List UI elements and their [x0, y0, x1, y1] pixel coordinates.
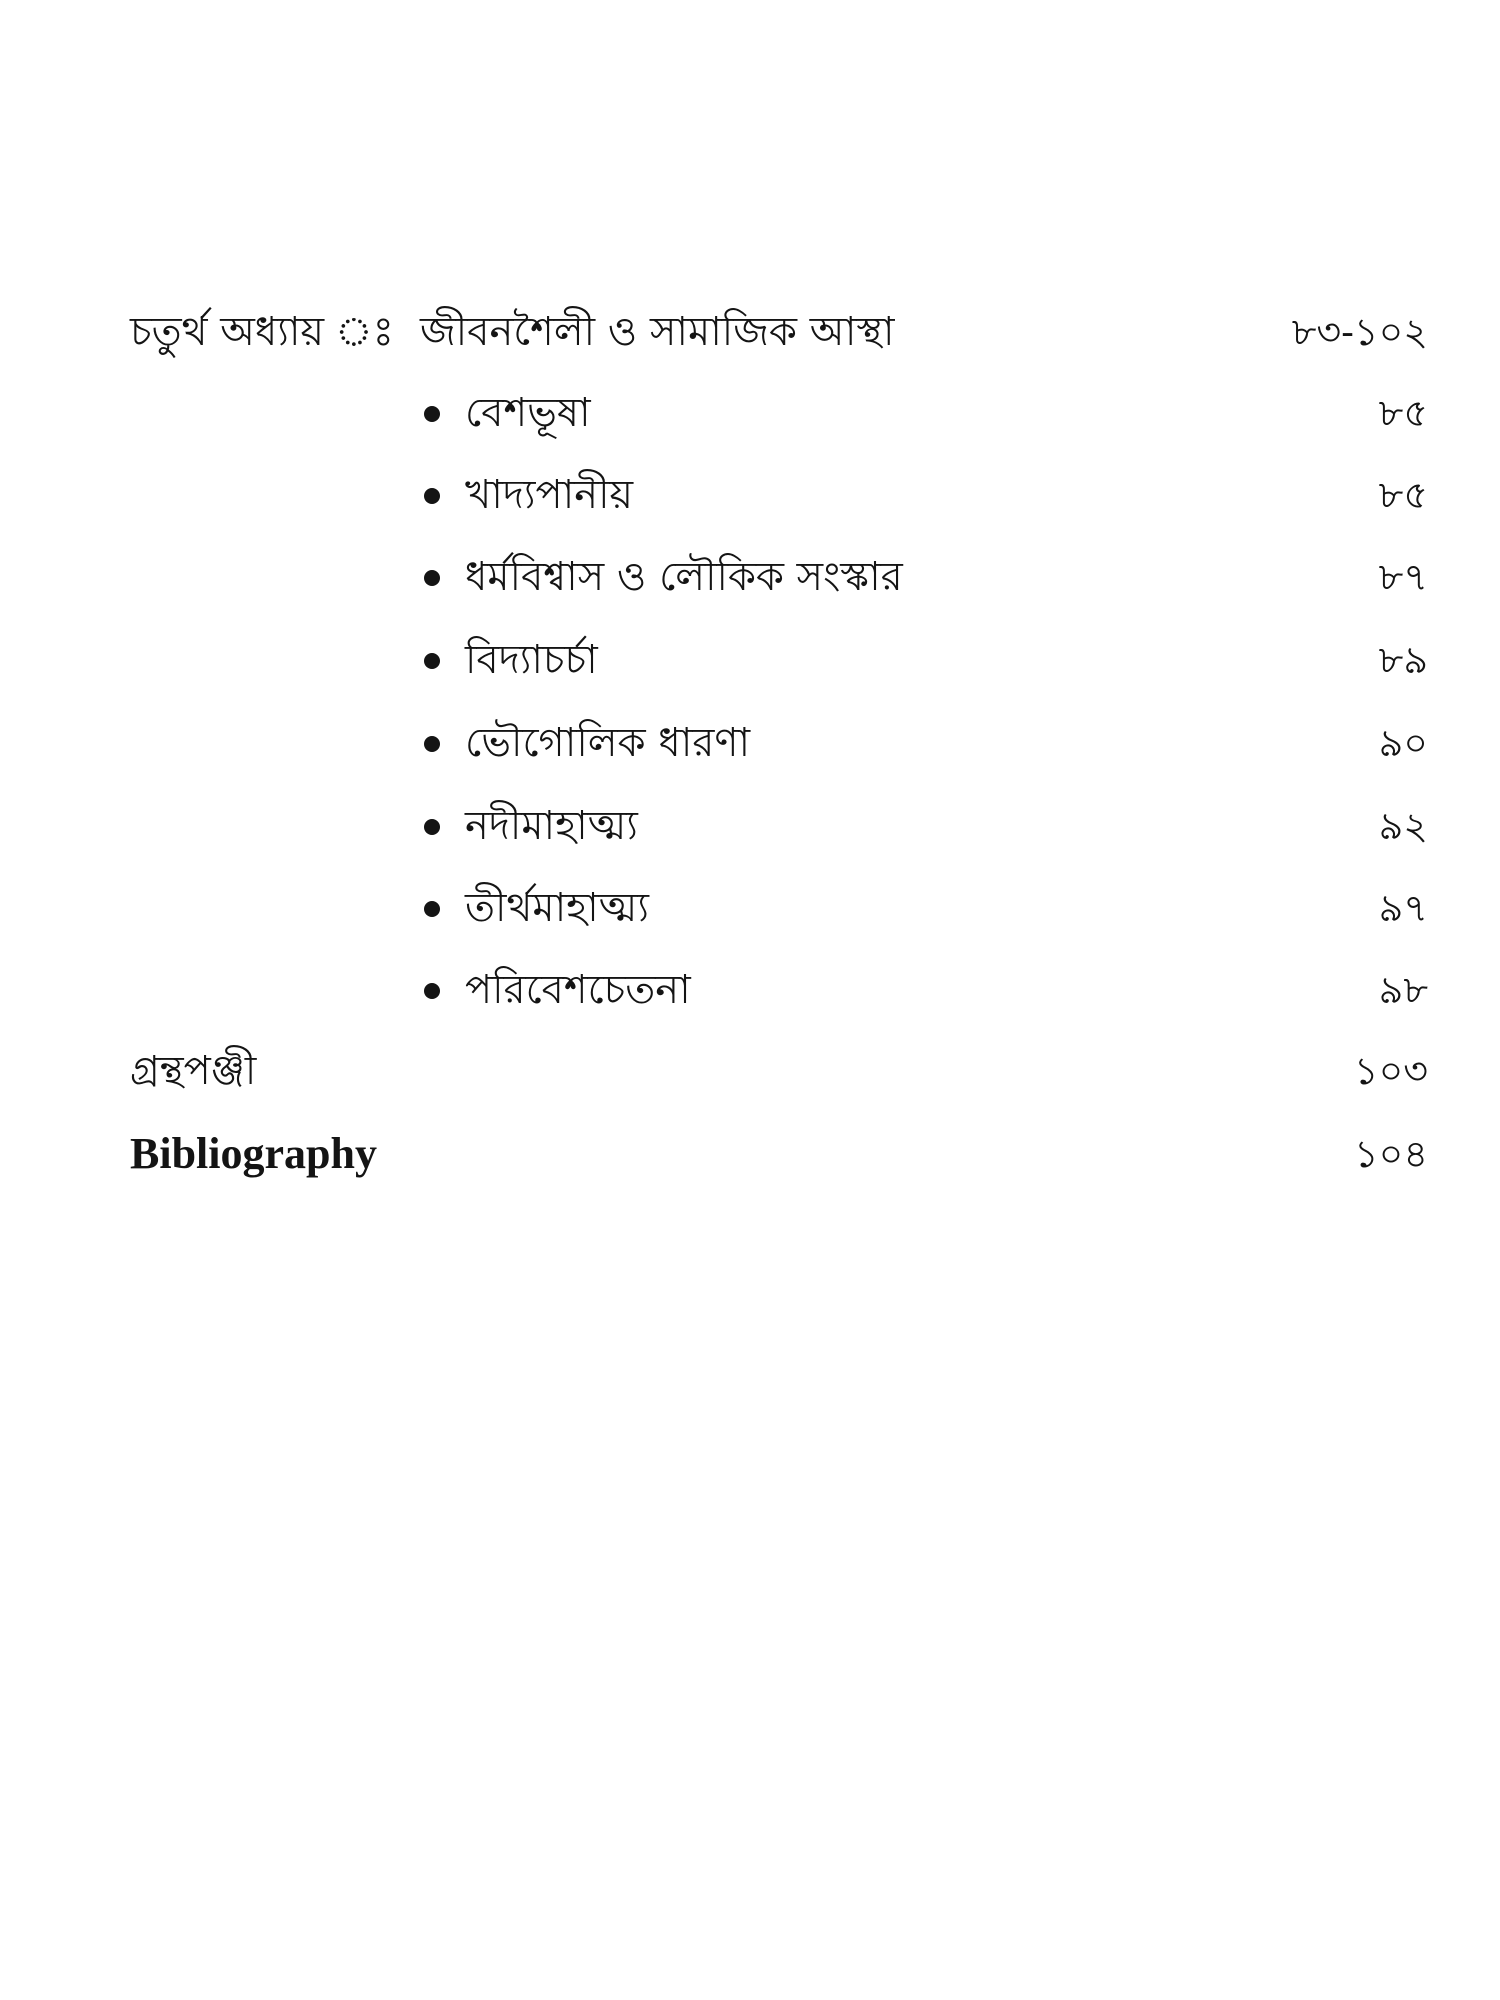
bullet-icon [424, 736, 440, 752]
section-title: ভৌগোলিক ধারণা [465, 720, 751, 766]
section-title: বিদ্যাচর্চা [465, 637, 598, 683]
bibliography-english-title: Bibliography [130, 1129, 377, 1178]
section-page: ৯২ [1378, 804, 1428, 848]
bullet-icon [424, 901, 440, 917]
bullet-icon [424, 983, 440, 999]
bullet-icon [424, 488, 440, 504]
back-matter-row [0, 1041, 1500, 1101]
section-page: ৯৮ [1378, 968, 1428, 1012]
chapter-page-range: ৮৩-১০২ [1291, 310, 1428, 354]
section-row [0, 878, 1500, 938]
chapter-label: চতুর্থ অধ্যায় ঃ [130, 309, 394, 355]
section-row [0, 796, 1500, 856]
section-title: ধর্মবিশ্বাস ও লৌকিক সংস্কার [465, 554, 903, 600]
section-title: বেশভূষা [465, 390, 591, 436]
section-page: ৯০ [1378, 721, 1428, 765]
bullet-icon [424, 570, 440, 586]
section-page: ৮৫ [1378, 391, 1428, 435]
section-row [0, 960, 1500, 1020]
section-row [0, 465, 1500, 525]
chapter-row [0, 302, 1500, 362]
section-title: পরিবেশচেতনা [465, 967, 691, 1013]
section-row [0, 547, 1500, 607]
section-page: ৮৯ [1378, 638, 1428, 682]
bullet-icon [424, 406, 440, 422]
chapter-title: জীবনশৈলী ও সামাজিক আস্থা [420, 309, 895, 355]
section-row [0, 630, 1500, 690]
back-matter-row [0, 1124, 1500, 1184]
section-row [0, 383, 1500, 443]
section-title: তীর্থমাহাত্ম্য [465, 885, 649, 931]
back-matter-page: ১০৪ [1353, 1132, 1428, 1176]
back-matter-page: ১০৩ [1353, 1049, 1428, 1093]
section-row [0, 713, 1500, 773]
bullet-icon [424, 819, 440, 835]
bibliography-bengali-title: গ্রন্থপঞ্জী [130, 1048, 257, 1094]
bullet-icon [424, 653, 440, 669]
section-page: ৯৭ [1378, 886, 1428, 930]
section-title: খাদ্যপানীয় [465, 472, 634, 518]
section-page: ৮৫ [1378, 473, 1428, 517]
section-title: নদীমাহাত্ম্য [465, 803, 638, 849]
section-page: ৮৭ [1378, 555, 1428, 599]
